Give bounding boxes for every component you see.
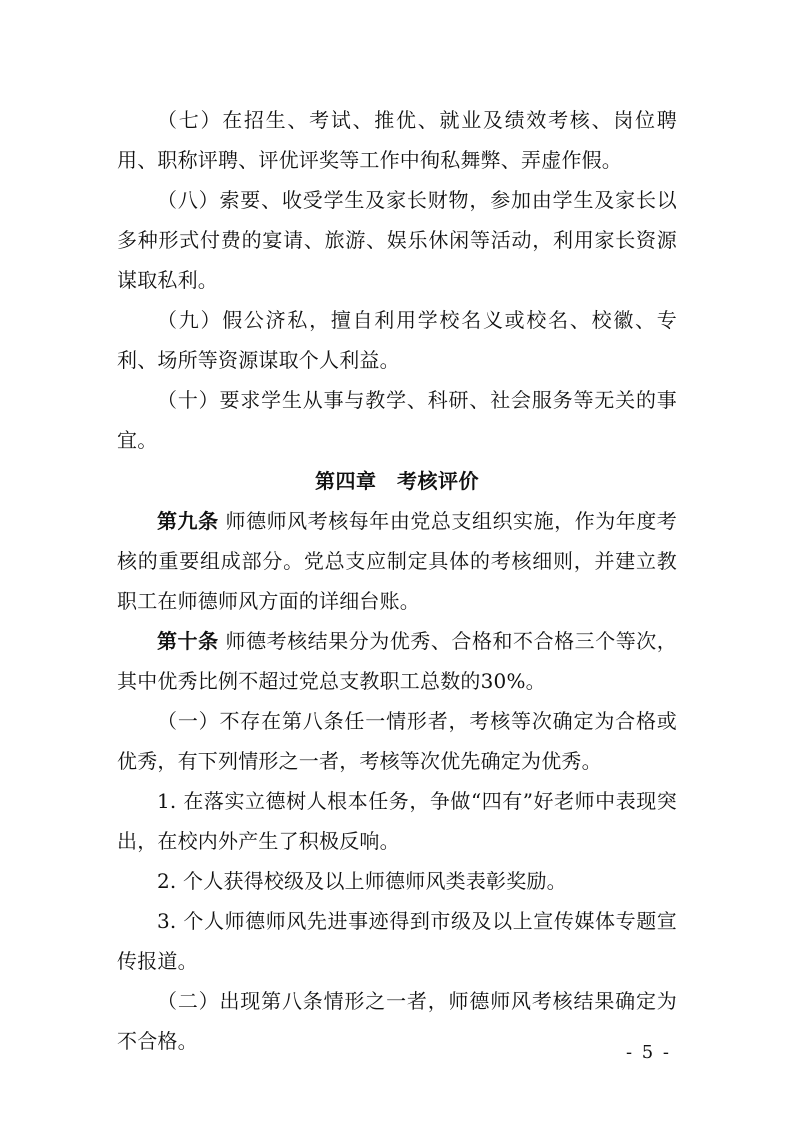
paragraph-item-8 — [117, 180, 677, 300]
paragraph-item-10 — [117, 380, 677, 460]
article-9-lead: 第九条 — [157, 509, 219, 533]
clause-2 — [117, 981, 677, 1061]
list-item-3-text: 3. 个人师德师风先进事迹得到市级及以上宣传媒体专题宣传报道。 — [117, 909, 677, 973]
article-9-text: 师德师风考核每年由党总支组织实施，作为年度考核的重要组成部分。党总支应制定具体的考核细则，并建立教职工在师德师风方面的详细台账。 — [117, 509, 678, 613]
paragraph-item-8-text: （八）索要、收受学生及家长财物，参加由学生及家长以多种形式付费的宴请、旅游、娱乐休闲等活动，利用家长资源谋取私利。 — [117, 188, 677, 292]
article-10 — [117, 621, 677, 701]
list-item-1 — [117, 781, 677, 861]
paragraph-item-9 — [117, 300, 677, 380]
list-item-3 — [117, 901, 677, 981]
chapter-heading: 第四章 考核评价 — [315, 469, 479, 493]
paragraph-item-7-text: （七）在招生、考试、推优、就业及绩效考核、岗位聘用、职称评聘、评优评奖等工作中徇私舞弊、弄虚作假。 — [117, 108, 677, 172]
list-item-2 — [117, 861, 677, 901]
clause-2-text: （二）出现第八条情形之一者，师德师风考核结果确定为不合格。 — [117, 989, 677, 1053]
list-item-2-text: 2. 个人获得校级及以上师德师风类表彰奖励。 — [157, 869, 567, 893]
clause-1 — [117, 701, 677, 781]
paragraph-item-9-text: （九）假公济私，擅自利用学校名义或校名、校徽、专利、场所等资源谋取个人利益。 — [117, 308, 677, 372]
list-item-1-text: 1. 在落实立德树人根本任务，争做“四有”好老师中表现突出，在校内外产生了积极反响。 — [117, 789, 677, 853]
article-9 — [117, 501, 677, 621]
paragraph-item-10-text: （十）要求学生从事与教学、科研、社会服务等无关的事宜。 — [117, 388, 677, 452]
paragraph-item-7 — [117, 100, 677, 180]
clause-1-text: （一）不存在第八条任一情形者，考核等次确定为合格或优秀，有下列情形之一者，考核等次优先确定为优秀。 — [117, 709, 677, 773]
article-10-text: 师德考核结果分为优秀、合格和不合格三个等次，其中优秀比例不超过党总支教职工总数的30%。 — [117, 629, 678, 693]
page-number: - 5 - — [625, 1042, 671, 1063]
article-10-lead: 第十条 — [157, 629, 219, 653]
